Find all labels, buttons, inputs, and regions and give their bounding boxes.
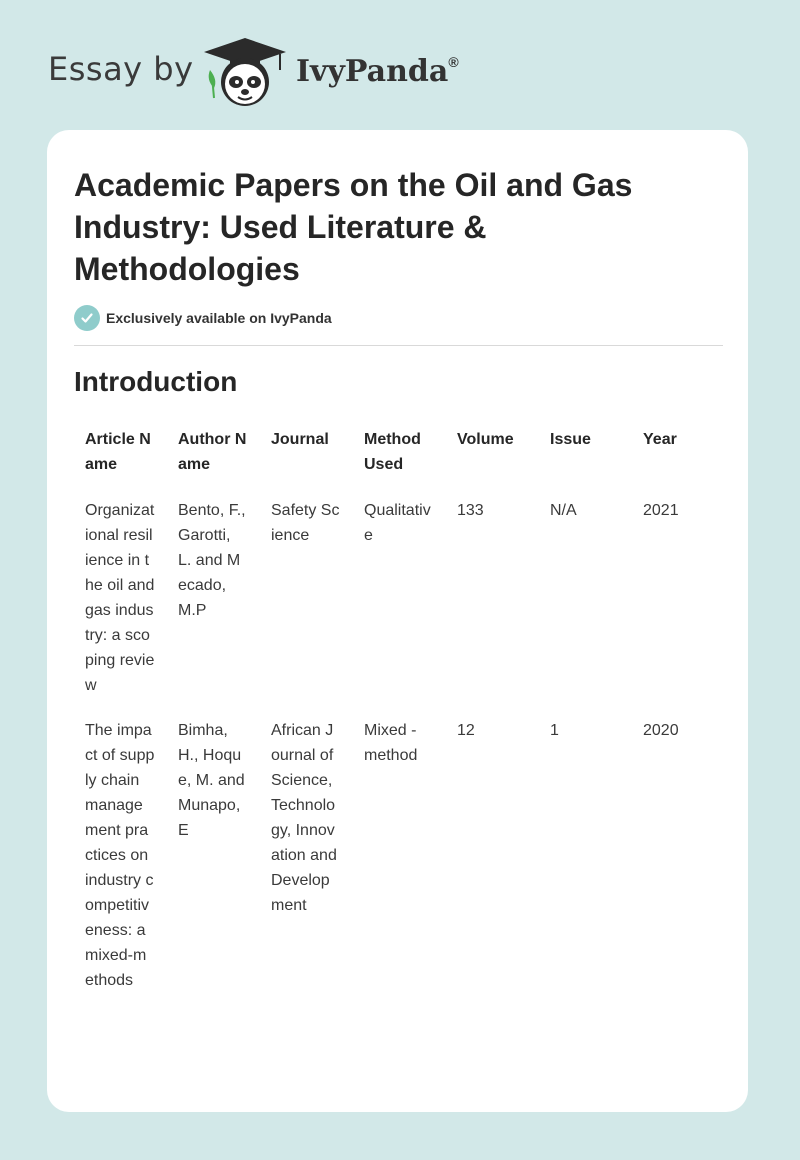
table-cell: African Journal of Science, Technology, Innovation and Development xyxy=(271,722,337,914)
brand-name[interactable]: IvyPanda® xyxy=(296,54,459,89)
table-cell: N/A xyxy=(550,502,577,519)
essay-by-label: Essay by xyxy=(48,50,194,88)
table-cell: 12 xyxy=(457,722,475,739)
table-cell: Bimha, H., Hoque, M. and Munapo, E xyxy=(178,722,245,839)
table-header-cell: Year xyxy=(643,431,677,448)
table-cell: 2020 xyxy=(643,722,679,739)
table-row xyxy=(74,495,724,715)
table-cell: 2021 xyxy=(643,502,679,519)
table-header-cell: Volume xyxy=(457,431,514,448)
table-cell: Qualitative xyxy=(364,502,431,544)
registered-mark: ® xyxy=(448,54,459,70)
table-cell: 133 xyxy=(457,502,484,519)
section-heading: Introduction xyxy=(74,366,238,397)
site-header xyxy=(0,0,800,130)
table-header-cell: Issue xyxy=(550,431,591,448)
table-header-cell: Journal xyxy=(271,431,329,448)
table-row xyxy=(74,715,724,1010)
article-card xyxy=(47,130,748,1112)
exclusive-badge-text: Exclusively available on IvyPanda xyxy=(106,310,332,326)
check-circle-icon xyxy=(74,305,100,331)
divider xyxy=(74,345,723,346)
table-header-cell: Article Name xyxy=(85,431,151,473)
table-header-cell: Method Used xyxy=(364,431,421,473)
table-header-cell: Author Name xyxy=(178,431,247,473)
table-cell: Safety Science xyxy=(271,502,340,544)
page-title: Academic Papers on the Oil and Gas Industry: Used Literature & Methodologies xyxy=(74,167,633,287)
exclusive-badge xyxy=(74,305,332,331)
table-cell: Mixed - method xyxy=(364,722,418,764)
table-cell: Organizational resilience in the oil and gas industry: a scoping review xyxy=(85,502,155,694)
table-cell: The impact of supply chain management practices on industry competitiveness: a mixed-methods xyxy=(85,722,155,989)
table-header-row xyxy=(74,424,724,495)
table-cell: 1 xyxy=(550,722,559,739)
panda-graduate-icon[interactable] xyxy=(200,36,290,108)
literature-table xyxy=(74,424,724,1010)
table-cell: Bento, F., Garotti, L. and Mecado, M.P xyxy=(178,502,246,619)
